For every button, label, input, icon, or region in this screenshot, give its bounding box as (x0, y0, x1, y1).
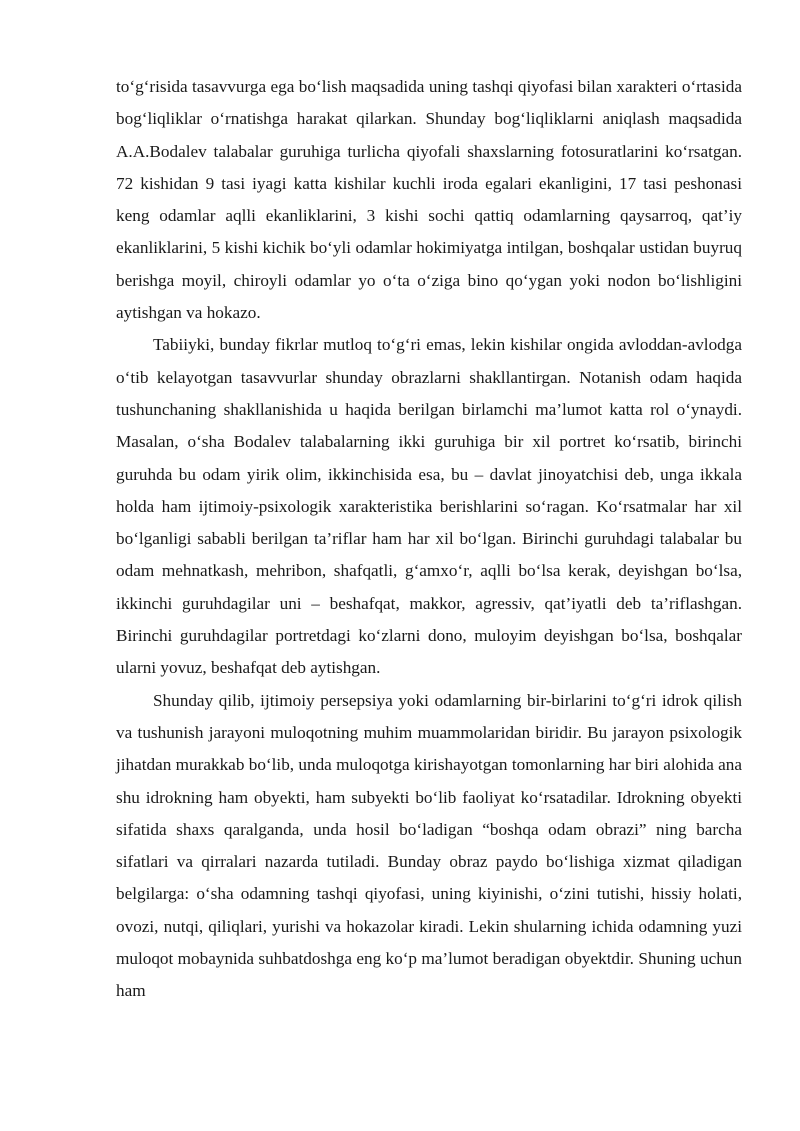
paragraph-1: to‘g‘risida tasavvurga ega bo‘lish maqsadida uning tashqi qiyofasi bilan xarakteri o‘rtasida bog‘liqliklar o‘rnatishga harakat qilarkan. Shunday bog‘liqliklarni aniqlash maqsadida A.A.Bodalev talabalar guruhiga turlicha qiyofali shaxslarning fotosuratlarini ko‘rsatgan. 72 kishidan 9 tasi iyagi katta kishilar kuchli iroda egalari ekanligini, 17 tasi peshonasi keng odamlar aqlli ekanliklarini, 3 kishi sochi qattiq odamlarning qaysarroq, qat’iy ekanliklarini, 5 kishi kichik bo‘yli odamlar hokimiyatga intilgan, boshqalar ustidan buyruq berishga moyil, chiroyli odamlar yo o‘ta o‘ziga bino qo‘ygan yoki nodon bo‘lishligini aytishgan va hokazo. (116, 77, 742, 323)
body-text (116, 71, 742, 1008)
paragraph-3: Shunday qilib, ijtimoiy persepsiya yoki odamlarning bir-birlarini to‘g‘ri idrok qilish va tushunish jarayoni muloqotning muhim muammolaridan biridir. Bu jarayon psixologik jihatdan murakkab bo‘lib, unda muloqotga kirishayotgan tomonlarning har biri alohida ana shu idrokning ham obyekti, ham subyekti bo‘lib faoliyat ko‘rsatadilar. Idrokning obyekti sifatida shaxs qaralganda, unda hosil bo‘ladigan “boshqa odam obrazi” ning barcha sifatlari va qirralari nazarda tutiladi. Bunday obraz paydo bo‘lishiga xizmat qiladigan belgilarga: o‘sha odamning tashqi qiyofasi, uning kiyinishi, o‘zini tutishi, hissiy holati, ovozi, nutqi, qiliqlari, yurishi va hokazolar kiradi. Lekin shularning ichida odamning yuzi muloqot mobaynida suhbatdoshga eng ko‘p ma’lumot beradigan obyektdir. Shuning uchun ham (116, 690, 742, 1001)
paragraph-2: Tabiiyki, bunday fikrlar mutloq to‘g‘ri emas, lekin kishilar ongida avloddan-avlodga o‘tib kelayotgan tasavvurlar shunday obrazlarni shakllantirgan. Notanish odam haqida tushunchaning shakllanishida u haqida berilgan birlamchi ma’lumot katta rol o‘ynaydi. Masalan, o‘sha Bodalev talabalarning ikki guruhiga bir xil portret ko‘rsatib, birinchi guruhda bu odam yirik olim, ikkinchisida esa, bu – davlat jinoyatchisi deb, unga ikkala holda ham ijtimoiy-psixologik xarakteristika berishlarini so‘ragan. Ko‘rsatmalar har xil bo‘lganligi sababli berilgan ta’riflar ham har xil bo‘lgan. Birinchi guruhdagi talabalar bu odam mehnatkash, mehribon, shafqatli, g‘amxo‘r, aqlli bo‘lsa kerak, deyishgan bo‘lsa, ikkinchi guruhdagilar uni – beshafqat, makkor, agressiv, qat’iyatli deb ta’riflashgan. Birinchi guruhdagilar portretdagi ko‘zlarni dono, muloyim deyishgan bo‘lsa, boshqalar ularni yovuz, beshafqat deb aytishgan. (116, 335, 742, 678)
